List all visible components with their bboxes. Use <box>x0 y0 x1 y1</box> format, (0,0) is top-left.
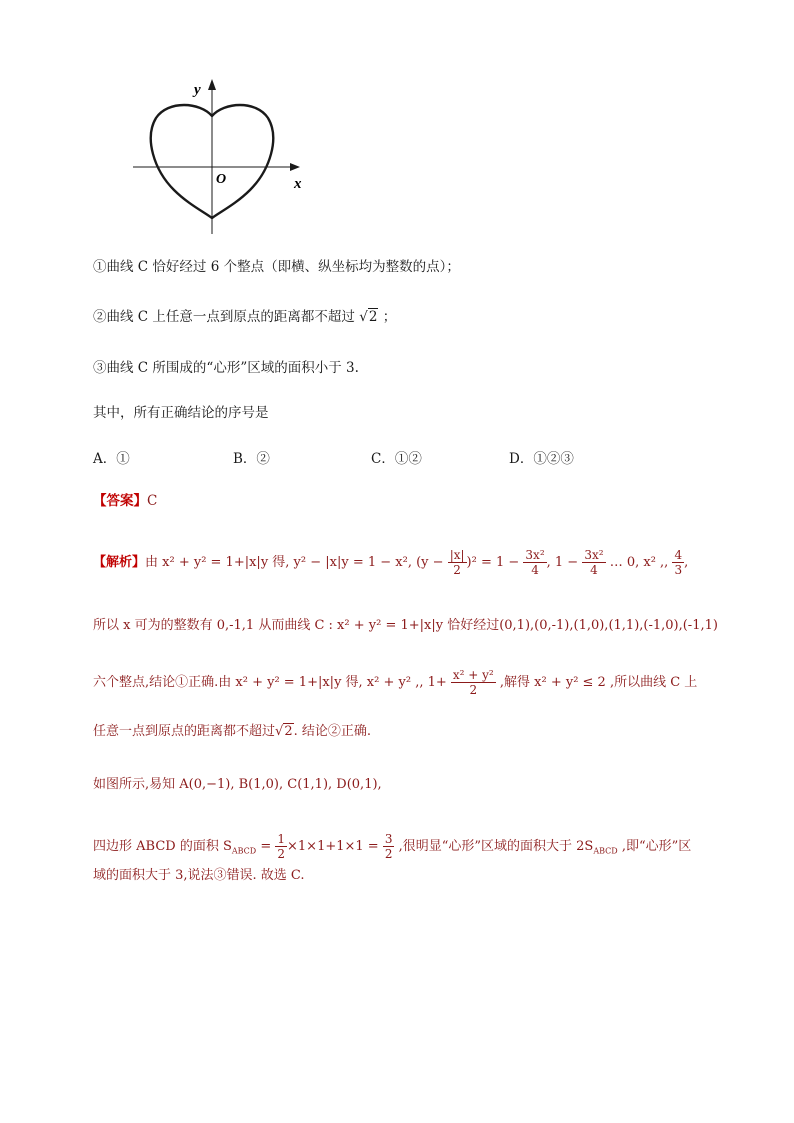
analysis-line-3 <box>93 668 697 697</box>
analysis-line-5: 如图所示,易知 A(0,−1), B(1,0), C(1,1), D(0,1), <box>93 777 382 792</box>
option-c[interactable]: C．①② <box>371 451 422 467</box>
answer-line <box>93 491 157 511</box>
x-axis-label: x <box>294 176 302 192</box>
analysis-line-2: 所以 x 可为的整数有 0,-1,1 从而曲线 C : x² + y² = 1+|x|y 恰好经过(0,1),(0,-1),(1,0),(1,1),(-1,0),(-1,1) <box>93 618 718 633</box>
x-axis-arrow <box>290 163 300 171</box>
analysis-text: ,解得 x² + y² ≤ 2 ,所以曲线 C 上 <box>495 675 698 690</box>
statement-2 <box>93 307 396 327</box>
statement-1: ①曲线 C 恰好经过 6 个整点（即横、纵坐标均为整数的点）； <box>93 259 460 275</box>
question-text: 其中，所有正确结论的序号是 <box>93 405 269 421</box>
analysis-text: ,很明显“心形”区域的面积大于 2S <box>394 839 594 854</box>
analysis-tag: 【解析】 <box>93 555 146 570</box>
heart-curve-figure <box>128 74 318 244</box>
analysis-text: 由 x² + y² = 1+|x|y 得, y² − |x|y = 1 − x², (y − <box>145 555 448 570</box>
option-d[interactable]: D．①②③ <box>509 451 574 467</box>
analysis-text: … 0, x² ,, <box>605 555 673 570</box>
subscript: ABCD <box>231 846 257 856</box>
sqrt-value: 2 <box>284 724 293 739</box>
analysis-line-1 <box>93 548 688 577</box>
analysis-line-4 <box>93 722 371 742</box>
answer-tag: 【答案】 <box>93 493 147 509</box>
analysis-text: . 结论②正确. <box>293 724 371 739</box>
fraction: $\frac{4}{3}$ <box>674 548 683 577</box>
analysis-text: 任意一点到原点的距离都不超过 <box>93 724 276 739</box>
fraction: $\frac{1}{2}$ <box>277 832 286 861</box>
statement-2-text: ②曲线 C 上任意一点到原点的距离都不超过 <box>93 309 355 325</box>
analysis-text: )² = 1 − <box>466 555 524 570</box>
fraction: $\frac{\text{3x²}}{4}$ <box>525 548 545 577</box>
fraction: $\frac{3}{2}$ <box>384 832 393 861</box>
analysis-text: , <box>684 555 689 570</box>
origin-label: O <box>216 172 227 187</box>
analysis-text: , 1 − <box>546 555 583 570</box>
sqrt-symbol: √ <box>359 309 368 325</box>
analysis-line-7: 域的面积大于 3,说法③错误. 故选 C. <box>93 868 305 883</box>
statement-3: ③曲线 C 所围成的“心形”区域的面积小于 3. <box>93 360 359 376</box>
fraction: $\frac{|x|}{2}$ <box>449 548 465 577</box>
statement-2-end: ； <box>382 309 397 325</box>
sqrt-symbol: √ <box>275 724 284 739</box>
analysis-text: = <box>256 839 276 854</box>
analysis-text: ,即“心形”区 <box>617 839 692 854</box>
option-a[interactable]: A．① <box>93 451 130 467</box>
analysis-line-6 <box>93 832 691 862</box>
subscript: ABCD <box>593 846 618 856</box>
y-axis-arrow <box>208 79 216 90</box>
option-b[interactable]: B．② <box>233 451 270 467</box>
sqrt-value: 2 <box>368 309 378 325</box>
analysis-text: 四边形 ABCD 的面积 S <box>93 839 232 854</box>
fraction: $\frac{\text{3x²}}{4}$ <box>584 548 604 577</box>
y-axis-label: y <box>194 82 201 98</box>
analysis-text: ×1×1+1×1 = <box>287 839 383 854</box>
fraction: $\frac{\text{x² + y²}}{2}$ <box>452 668 494 697</box>
answer-value: C <box>147 493 158 509</box>
analysis-text: 六个整点,结论①正确.由 x² + y² = 1+|x|y 得, x² + y² ,, 1+ <box>93 675 451 690</box>
